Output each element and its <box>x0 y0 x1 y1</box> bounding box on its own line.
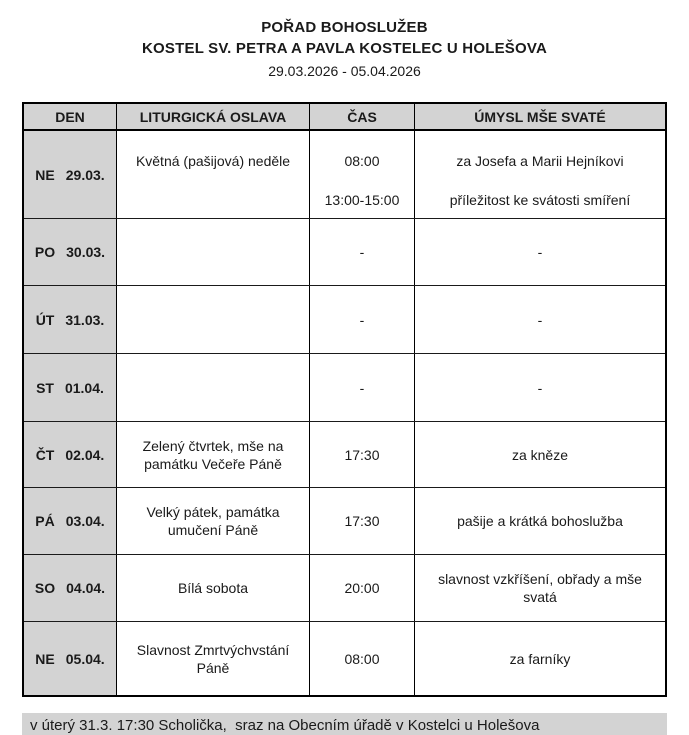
intention-cell: za farníky <box>509 650 571 667</box>
date-range: 29.03.2026 - 05.04.2026 <box>268 63 421 79</box>
time-cell: - <box>310 219 415 285</box>
header-liturgicka-oslava: LITURGICKÁ OSLAVA <box>117 104 310 129</box>
time-cell: 17:30 <box>310 422 415 487</box>
celebration-cell: Velký pátek, památka umučení Páně <box>117 488 310 554</box>
day-date: 03.04. <box>65 513 105 529</box>
time-cell: 17:30 <box>310 488 415 554</box>
day-abbr: ST <box>36 379 54 396</box>
time-cell: 20:00 <box>310 555 415 621</box>
day-cell <box>24 131 117 218</box>
time-cell <box>310 131 415 218</box>
header-cas: ČAS <box>310 104 415 129</box>
intention-cell <box>415 131 665 218</box>
intention-cell: - <box>537 244 543 260</box>
day-cell <box>24 555 117 621</box>
table-header-row <box>24 104 665 131</box>
intention-cell: pašije a krátká bohoslužba <box>457 513 623 529</box>
day-abbr: PÁ <box>35 513 55 529</box>
day-cell <box>24 422 117 487</box>
day-abbr: NE <box>35 650 55 667</box>
day-abbr: ÚT <box>35 311 55 328</box>
schedule-table <box>22 102 667 697</box>
intention-cell: slavnost vzkříšení, obřady a mše svatá <box>438 571 642 605</box>
day-abbr: PO <box>34 244 56 260</box>
announcement-note: v úterý 31.3. 17:30 Scholička, sraz na Obecním úřadě v Kostelci u Holešova <box>22 713 667 735</box>
intention-cell: za kněze <box>511 446 569 463</box>
time-cell: - <box>310 286 415 353</box>
table-row <box>24 219 665 286</box>
day-abbr: NE <box>35 166 55 183</box>
day-date: 31.03. <box>65 311 105 328</box>
table-row <box>24 622 665 695</box>
day-cell <box>24 622 117 695</box>
celebration-text: Květná (pašijová) neděle <box>135 153 291 169</box>
intention-cell: - <box>537 311 543 328</box>
day-date: 30.03. <box>66 244 106 260</box>
day-abbr: ČT <box>35 446 55 463</box>
document-title: POŘAD BOHOSLUŽEB <box>261 19 428 36</box>
document-header <box>0 0 689 81</box>
table-row <box>24 286 665 354</box>
intention-entry: příležitost ke svátosti smíření <box>449 192 631 208</box>
day-date: 05.04. <box>65 650 105 667</box>
day-date: 04.04. <box>66 580 106 596</box>
day-cell <box>24 354 117 421</box>
time-cell: 08:00 <box>310 622 415 695</box>
intention-cell: - <box>537 379 543 396</box>
day-date: 02.04. <box>65 446 105 463</box>
day-date: 01.04. <box>64 379 104 396</box>
day-cell <box>24 286 117 353</box>
day-cell <box>24 488 117 554</box>
celebration-cell: Bílá sobota <box>117 555 310 621</box>
day-abbr: SO <box>34 580 56 596</box>
time-cell: - <box>310 354 415 421</box>
intention-entry: za Josefa a Marii Hejníkovi <box>456 153 624 169</box>
table-row <box>24 488 665 555</box>
table-row <box>24 555 665 622</box>
celebration-cell <box>117 219 310 285</box>
header-den: DEN <box>24 104 117 129</box>
celebration-cell: Zelený čtvrtek, mše na památku Večeře Páně <box>117 422 310 487</box>
celebration-cell: Slavnost Zmrtvýchvstání Páně <box>117 622 310 695</box>
table-row <box>24 354 665 422</box>
time-entry: 08:00 <box>344 153 380 169</box>
day-cell <box>24 219 117 285</box>
table-row <box>24 131 665 219</box>
table-row <box>24 422 665 488</box>
celebration-cell <box>117 286 310 353</box>
header-umysl: ÚMYSL MŠE SVATÉ <box>415 104 665 129</box>
time-entry: 13:00-15:00 <box>324 192 400 208</box>
day-date: 29.03. <box>65 166 105 183</box>
celebration-cell <box>117 131 310 218</box>
celebration-cell <box>117 354 310 421</box>
church-name: KOSTEL SV. PETRA A PAVLA KOSTELEC U HOLEŠOVA <box>142 40 547 57</box>
